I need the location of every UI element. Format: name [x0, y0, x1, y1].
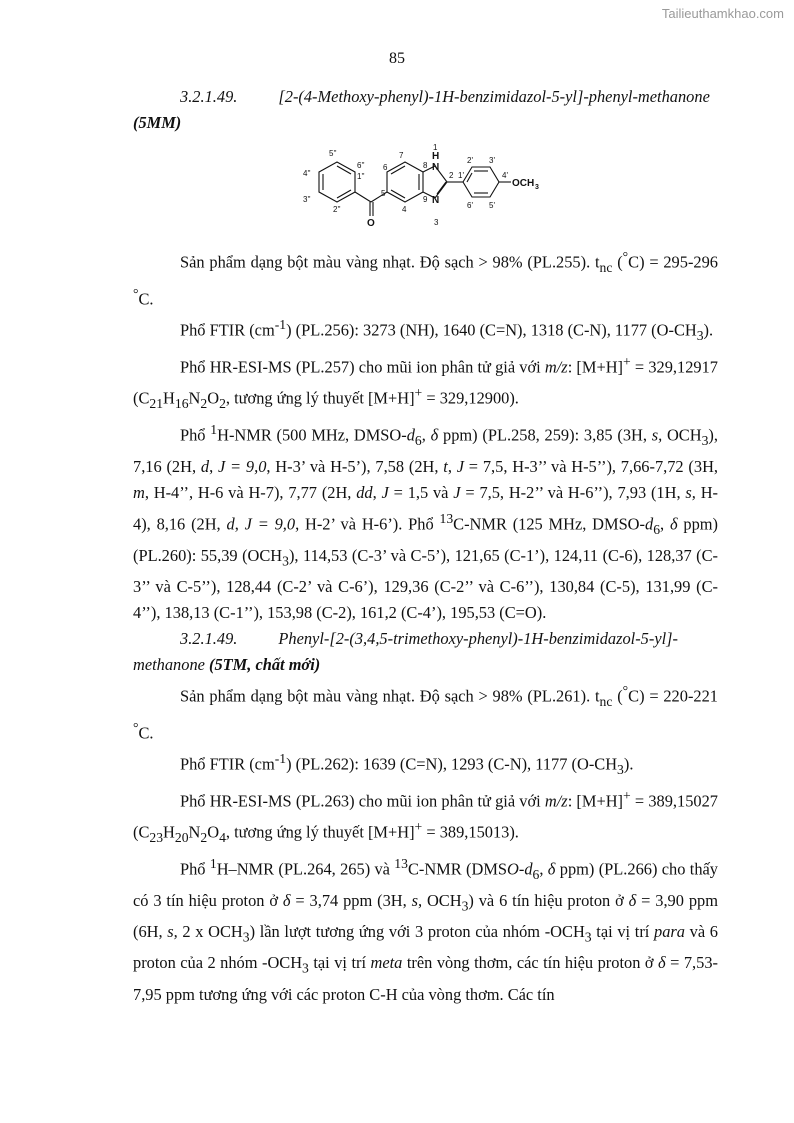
svg-text:OCH: OCH [512, 178, 535, 189]
section-number: 3.2.1.49. [180, 87, 238, 106]
svg-text:H: H [432, 151, 440, 162]
page-number: 85 [389, 50, 405, 67]
compound-title: Phenyl-[2-(3,4,5-trimethoxy-phenyl)-1H-benzimidazol-5-yl]- [278, 628, 679, 648]
svg-text:O: O [367, 218, 375, 229]
chemical-structure-5mm [299, 144, 549, 234]
svg-text:N: N [432, 195, 440, 206]
appearance-5mm: Sản phẩm dạng bột màu vàng nhạt. Độ sạch > 98% (PL.255). $t_{nc}$ (°C) = 295-296 °C. [133, 249, 718, 309]
svg-text:5: 5 [381, 189, 386, 198]
svg-text:3'': 3'' [303, 195, 311, 204]
svg-text:5': 5' [489, 201, 495, 210]
compound-code: (5TM, chất mới) [209, 654, 321, 674]
svg-text:1: 1 [433, 144, 438, 152]
watermark: Tailieuthamkhao.com [661, 6, 784, 21]
page-body [133, 84, 718, 1008]
hrms-5mm: Phổ HR-ESI-MS (PL.257) cho mũi ion phân tử giả với m/z: [M+H]+ = 329,12917 ($C_{21}H_{16}N_2O_2$, tương ứng lý thuyết [M+H]+ = 329,12900). [133, 353, 718, 412]
svg-text:5'': 5'' [329, 149, 337, 158]
compound-code-line [133, 110, 718, 136]
svg-text:1'': 1'' [357, 172, 365, 181]
svg-text:8: 8 [423, 161, 428, 170]
svg-text:6': 6' [467, 201, 473, 210]
svg-text:3': 3' [489, 156, 495, 165]
svg-text:6: 6 [383, 163, 388, 172]
section-number: 3.2.1.49. [180, 628, 238, 648]
svg-text:2': 2' [467, 156, 473, 165]
ftir-5tm: Phổ FTIR $(cm^{-1})$ (PL.262): 1639 (C=N), 1293 (C-N), 1177 $(O-CH_3)$. [180, 751, 634, 777]
svg-text:2: 2 [449, 171, 454, 180]
svg-text:N: N [432, 162, 440, 173]
svg-text:4'': 4'' [303, 169, 311, 178]
appearance-5tm: Sản phẩm dạng bột màu vàng nhạt. Độ sạch > 98% (PL.261). $t_{nc}$ (°C) = 220-221 °C. [133, 682, 718, 743]
svg-text:3: 3 [434, 218, 439, 227]
svg-text:9: 9 [423, 195, 428, 204]
section-heading-5tm-line2: methanone (5TM, chất mới) [133, 654, 321, 674]
compound-code: (5MM) [133, 113, 182, 132]
ftir-5mm: Phổ FTIR $(cm^{-1})$ (PL.256): 3273 (NH), 1640 (C=N), 1318 (C-N), 1177 $(O-CH_3)$. [180, 317, 714, 343]
compound-title: [2-(4-Methoxy-phenyl)-1H-benzimidazol-5-yl]-phenyl-methanone [278, 87, 710, 106]
nmr-5tm: Phổ $^1$H–NMR (PL.264, 265) và $^{13}$C-NMR ($DMSO-d_6$, δ ppm) (PL.266) cho thấy có 3 tín hiệu proton ở δ = 3,74 ppm (3H, s, $OCH_3$) và 6 tín hiệu proton ở δ = 3,90 ppm (6H, s, 2 x $OCH_3$) lần lượt tương ứng với 3 proton của nhóm $-OCH_3$ tại vị trí para và 6 proton của 2 nhóm $-OCH_3$ tại vị trí meta trên vòng thơm, các tín hiệu proton ở δ = 7,53-7,95 ppm tương ứng với các proton C-H của vòng thơm. Các tín [133, 856, 718, 1004]
svg-text:7: 7 [399, 151, 404, 160]
section-heading-5tm [133, 626, 718, 652]
nmr-5mm: Phổ $^1$H-NMR (500 MHz, DMSO-$d_6$, δ ppm) (PL.258, 259): 3,85 (3H, s, $OCH_3$), 7,16 (2H, d, J = 9,0, H-3’ và H-5’), 7,58 (2H, t, J = 7,5, H-3’’ và H-5’’), 7,66-7,72 (3H, m, H-4’’, H-6 và H-7), 7,77 (2H, dd, J = 1,5 và J = 7,5, H-2’’ và H-6’’), 7,93 (1H, s, H-4), 8,16 (2H, d, J = 9,0, H-2’ và H-6’). Phổ $^{13}$C-NMR (125 MHz, DMSO-$d_6$, δ ppm) (PL.260): 55,39 $(OCH_3)$, 114,53 (C-3’ và C-5’), 121,65 (C-1’), 124,11 (C-6), 128,37 (C-3’’ và C-5’’), 128,44 (C-2’ và C-6’), 129,36 (C-2’’ và C-6’’), 130,84 (C-5), 131,99 (C-4’’), 138,13 (C-1’’), 153,98 (C-2), 161,2 (C-4’), 195,53 (C=O). [133, 422, 719, 622]
svg-text:3: 3 [535, 184, 539, 191]
svg-text:6'': 6'' [357, 161, 365, 170]
section-heading-5mm [133, 84, 718, 110]
carbonyl-bond [355, 192, 371, 202]
svg-text:2'': 2'' [333, 205, 341, 214]
benzo-ring [387, 162, 423, 202]
svg-text:4': 4' [502, 171, 508, 180]
phenyl-ring-left [319, 162, 355, 202]
svg-text:4: 4 [402, 205, 407, 214]
svg-text:1': 1' [458, 171, 464, 180]
hrms-5tm: Phổ HR-ESI-MS (PL.263) cho mũi ion phân tử giả với m/z: [M+H]+ = 389,15027 ($C_{23}H_{20}N_2O_4$, tương ứng lý thuyết [M+H]+ = 389,15013). [133, 787, 718, 846]
